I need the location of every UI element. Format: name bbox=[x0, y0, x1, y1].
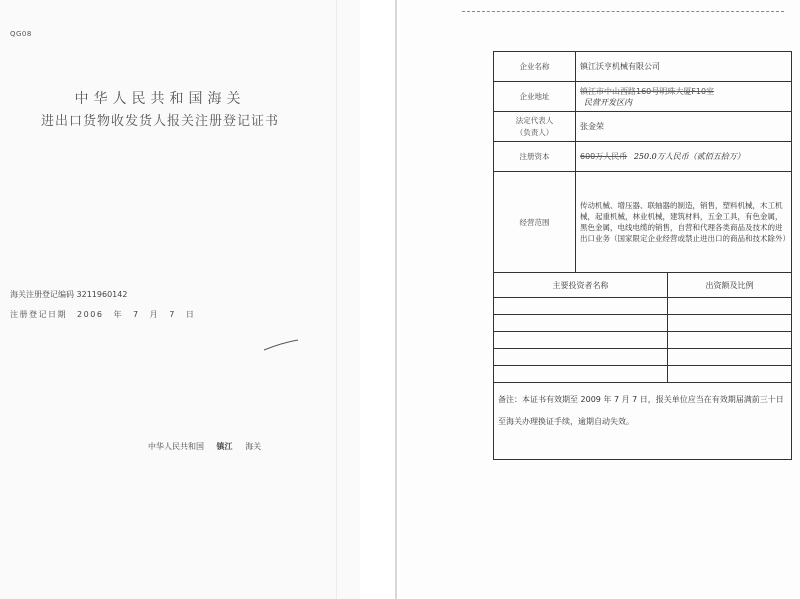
legal-rep-value: 张金荣 bbox=[576, 112, 792, 142]
company-address-handwritten: 民营开发区内 bbox=[584, 97, 632, 107]
investor-row bbox=[494, 366, 792, 383]
registration-date-label: 注册登记日期 bbox=[10, 310, 67, 319]
investor-row bbox=[494, 315, 792, 332]
registration-date-year-unit: 年 bbox=[113, 310, 123, 319]
page-crease bbox=[336, 0, 337, 599]
certificate-title-line2: 进出口货物收发货人报关注册登记证书 bbox=[40, 114, 279, 129]
issuing-customs bbox=[148, 441, 261, 452]
legal-rep-label: 法定代表人 （负责人） bbox=[494, 112, 576, 142]
registration-date-day: 7 bbox=[169, 310, 176, 319]
registration-number: 海关注册登记编码 3211960142 bbox=[10, 290, 128, 299]
capital-handwritten: 250.0万人民币（贰佰五拾万） bbox=[633, 152, 745, 161]
table-row bbox=[494, 82, 792, 112]
table-row bbox=[494, 172, 792, 273]
scope-label: 经营范围 bbox=[494, 172, 576, 273]
top-perforation-line bbox=[462, 11, 784, 12]
investor-row bbox=[494, 332, 792, 349]
investor-name-cell bbox=[494, 332, 668, 349]
registration-date-month: 7 bbox=[133, 310, 140, 319]
registration-date bbox=[10, 309, 201, 320]
investor-share-cell bbox=[668, 349, 792, 366]
capital-cell bbox=[576, 142, 792, 172]
company-address-struck: 镇江市中山西路160号明珠大厦F10室 bbox=[580, 86, 715, 96]
company-name-label: 企业名称 bbox=[494, 52, 576, 82]
company-address-label: 企业地址 bbox=[494, 82, 576, 112]
table-row bbox=[494, 112, 792, 142]
investor-name-header: 主要投资者名称 bbox=[494, 273, 668, 298]
investment-share-header: 出资额及比例 bbox=[668, 273, 792, 298]
company-address-cell bbox=[576, 82, 792, 112]
table-row bbox=[494, 52, 792, 82]
investor-share-cell bbox=[668, 298, 792, 315]
investor-row bbox=[494, 349, 792, 366]
table-row bbox=[494, 142, 792, 172]
validity-note: 备注：本证书有效期至 2009 年 7 月 7 日，报关单位应当在有效期届满前三十日至海关办理换证手续，逾期自动失效。 bbox=[498, 395, 784, 426]
investor-name-cell bbox=[494, 366, 668, 383]
investor-name-cell bbox=[494, 349, 668, 366]
issuer-prefix: 中华人民共和国 bbox=[148, 442, 204, 451]
page-divider bbox=[395, 0, 397, 599]
investor-share-cell bbox=[668, 366, 792, 383]
investor-share-cell bbox=[668, 315, 792, 332]
scope-cell bbox=[576, 172, 792, 273]
registration-date-day-unit: 日 bbox=[185, 310, 196, 319]
investor-name-cell bbox=[494, 315, 668, 332]
pen-stroke-mark bbox=[262, 338, 302, 352]
issuer-suffix: 海关 bbox=[245, 442, 262, 451]
capital-label: 注册资本 bbox=[494, 142, 576, 172]
left-page bbox=[0, 0, 360, 599]
registration-date-month-unit: 月 bbox=[149, 310, 160, 319]
form-code: QG08 bbox=[10, 30, 32, 38]
registration-details-table bbox=[493, 51, 792, 460]
capital-struck: 600万人民币 bbox=[580, 152, 628, 161]
issuer-city: 镇江 bbox=[216, 442, 233, 451]
scope-value: 传动机械、增压器、联轴器的制造，销售，塑料机械，木工机械，起重机械，林业机械，建筑材料，五金工具，有色金属，黑色金属，电线电缆的销售，自营和代理各类商品及技术的进出口业务（国家限定企业经营或禁止进出口的商品和技术除外） bbox=[580, 201, 790, 243]
investor-header-row bbox=[494, 273, 792, 298]
certificate-title-line1: 中华人民共和国海关 bbox=[74, 91, 246, 107]
note-cell bbox=[494, 383, 792, 460]
registration-date-year: 2006 bbox=[77, 310, 104, 319]
company-name-value: 镇江沃亨机械有限公司 bbox=[576, 52, 792, 82]
investor-share-cell bbox=[668, 332, 792, 349]
note-row bbox=[494, 383, 792, 460]
investor-row bbox=[494, 298, 792, 315]
investor-name-cell bbox=[494, 298, 668, 315]
